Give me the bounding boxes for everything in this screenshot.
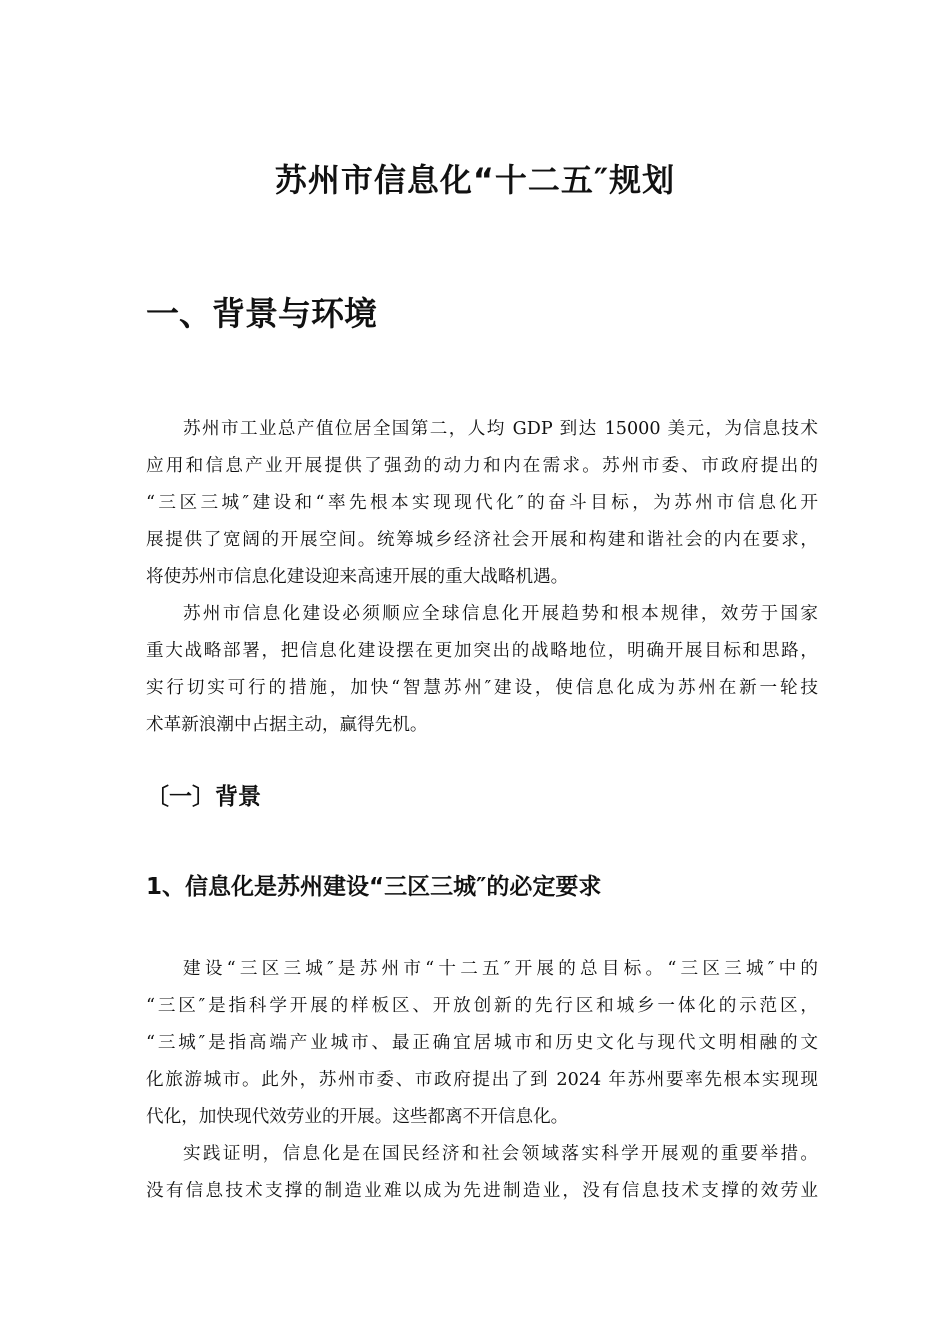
paragraph-line: 展提供了宽阔的开展空间。统筹城乡经济社会开展和构建和谐社会的内在要求， [146,530,818,550]
paragraph-line: 重大战略部署，把信息化建设摆在更加突出的战略地位，明确开展目标和思路， [146,641,818,661]
paragraph-line: “三区三城″建设和“率先根本实现现代化″的奋斗目标，为苏州市信息化开 [146,493,818,513]
paragraph-line: “三区″是指科学开展的样板区、开放创新的先行区和城乡一体化的示范区， [146,996,818,1016]
paragraph-line: 化旅游城市。此外，苏州市委、市政府提出了到 2024 年苏州要率先根本实现现 [146,1070,818,1090]
paragraph-line: 代化，加快现代效劳业的开展。这些都离不开信息化。 [146,1107,569,1127]
paragraph-line: 术革新浪潮中占据主动，赢得先机。 [146,715,428,735]
paragraph-line: 将使苏州市信息化建设迎来高速开展的重大战略机遇。 [146,567,569,587]
paragraph-line: 实践证明，信息化是在国民经济和社会领域落实科学开展观的重要举措。 [183,1144,818,1164]
paragraph-line: 苏州市工业总产值位居全国第二，人均 GDP 到达 15000 美元，为信息技术 [183,419,818,439]
paragraph-line: 没有信息技术支撑的制造业难以成为先进制造业，没有信息技术支撑的效劳业 [146,1181,818,1201]
paragraph-line: 建设“三区三城″是苏州市“十二五″开展的总目标。“三区三城″中的 [183,959,818,979]
document-title: 苏州市信息化“十二五″规划 [274,161,676,199]
subsection-heading-background: 〔一〕背景 [146,784,261,810]
section-heading-background-environment: 一、背景与环境 [146,294,377,333]
item-heading-1: 1、信息化是苏州建设“三区三城″的必定要求 [146,874,602,900]
paragraph-3 [146,951,818,1136]
paragraph-4 [146,1136,818,1210]
paragraph-line: 苏州市信息化建设必须顺应全球信息化开展趋势和根本规律，效劳于国家 [183,604,818,624]
paragraph-line: 应用和信息产业开展提供了强劲的动力和内在需求。苏州市委、市政府提出的 [146,456,818,476]
paragraph-line: “三城″是指高端产业城市、最正确宜居城市和历史文化与现代文明相融的文 [146,1033,818,1053]
paragraph-1 [146,411,818,596]
paragraph-line: 实行切实可行的措施，加快“智慧苏州″建设，使信息化成为苏州在新一轮技 [146,678,818,698]
paragraph-2 [146,596,818,744]
